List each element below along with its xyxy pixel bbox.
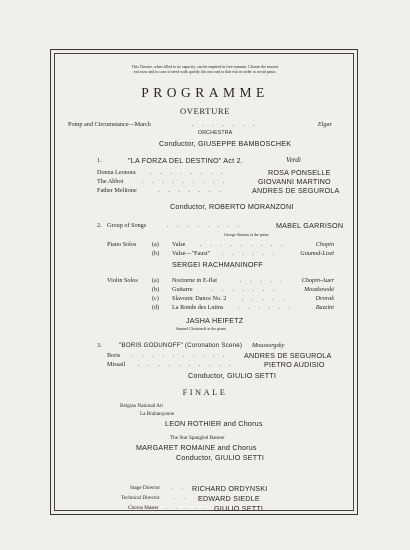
- songs-label: Group of Songs: [107, 222, 147, 229]
- cast-role: Donna Leonora: [97, 169, 136, 176]
- piece-mark: (b): [152, 250, 160, 257]
- leader-dots: . . . . . .: [222, 250, 278, 257]
- pianist: SERGEI RACHMANINOFF: [172, 260, 263, 269]
- piece-mark: (d): [152, 304, 160, 311]
- leader-dots: . . . . . . .: [158, 187, 224, 194]
- violin-label: Violin Solos: [107, 277, 138, 284]
- leader-dots: . . . . . . . . . .: [138, 361, 234, 368]
- staff-name: RICHARD ORDYNSKI: [192, 484, 268, 493]
- finale-anthem: The Star Spangled Banner: [170, 435, 225, 441]
- piece-title: Valse: [172, 241, 186, 248]
- leader-dots: . . . . . . . .: [167, 222, 243, 229]
- leader-dots: . . . . . . .: [212, 286, 278, 293]
- finale-air-title: La Brabançonne: [140, 411, 175, 417]
- piece-composer: Chopin-Auer: [301, 277, 334, 284]
- cast-singer: GIOVANNI MARTINO: [258, 177, 331, 186]
- leader-dots: . . . . . . . . . .: [132, 352, 228, 359]
- cast-role: Boris: [107, 352, 121, 359]
- staff-role: Technical Director: [121, 495, 160, 501]
- songs-accompanist: George Siemon at the piano: [224, 232, 269, 237]
- overture-heading: OVERTURE: [179, 106, 231, 116]
- cast-role: The Abbot: [97, 178, 124, 185]
- leader-dots: . . . . . . . . .: [200, 241, 286, 248]
- overture-conductor: Conductor, GIUSEPPE BAMBOSCHEK: [159, 139, 292, 148]
- leader-dots: . . . . . . . .: [150, 169, 226, 176]
- leader-dots: . . . . . . . . .: [142, 178, 228, 185]
- section-1-work: "LA FORZA DEL DESTINO" Act 2.: [128, 156, 243, 165]
- leader-dots: . . . . . . .: [192, 121, 258, 128]
- piece-mark: (b): [152, 286, 160, 293]
- overture-composer: Elgar: [317, 121, 332, 128]
- notice-line-1: This Theatre, when filled to its capacity, can be emptied in five minutes. Choose the nearest: [131, 64, 279, 69]
- cast-role: Father Melitone: [97, 187, 137, 194]
- finale-heading: FINALE: [182, 388, 228, 397]
- cast-singer: PIETRO AUDISIO: [264, 360, 325, 369]
- piece-composer: Bazzini: [315, 304, 334, 311]
- page-title: PROGRAMME: [141, 85, 269, 100]
- piece-title: Guitarre: [172, 286, 193, 293]
- piece-composer: Dvorak: [315, 295, 334, 302]
- staff-name: GIULIO SETTI: [214, 504, 264, 513]
- piece-title: Nocturne in E-flat: [172, 277, 218, 284]
- cast-role: Missail: [107, 361, 126, 368]
- cast-singer: ROSA PONSELLE: [268, 168, 331, 177]
- section-1-number: 1.: [97, 157, 102, 164]
- staff-role: Stage Director: [130, 485, 161, 491]
- piece-mark: (c): [152, 295, 159, 302]
- cast-singer: ANDRES DE SEGUROLA: [244, 351, 332, 360]
- staff-role: Chorus Master: [128, 505, 159, 511]
- leader-dots: . .: [174, 495, 189, 501]
- staff-name: EDWARD SIEDLE: [198, 494, 260, 503]
- finale-air: Belgian National Air: [120, 403, 164, 409]
- piece-title: Valse—"Faust": [172, 250, 211, 257]
- piece-mark: (a): [152, 277, 159, 284]
- section-2-number: 2.: [97, 222, 102, 229]
- piece-title: La Ronde des Lutins: [172, 304, 224, 311]
- piece-mark: (a): [152, 241, 159, 248]
- section-3-conductor: Conductor, GIULIO SETTI: [188, 371, 277, 380]
- leader-dots: . .: [172, 485, 187, 491]
- section-3-composer: Moussorgsky: [252, 342, 285, 349]
- piece-title: Slavonic Dance No. 2: [172, 295, 227, 302]
- piece-composer: Moszkowski: [304, 286, 334, 293]
- section-1-composer: Verdi: [286, 156, 301, 164]
- piano-label: Piano Solos: [107, 241, 137, 248]
- leader-dots: . . . . .: [240, 277, 286, 284]
- leader-dots: . . . . . .: [238, 304, 294, 311]
- leader-dots: . . . . .: [242, 295, 288, 302]
- section-1-conductor: Conductor, ROBERTO MORANZONI: [170, 202, 294, 211]
- finale-air-performers: LEON ROTHIER and Chorus: [165, 419, 263, 428]
- songs-artist: MABEL GARRISON: [276, 221, 344, 230]
- cast-singer: ANDRES DE SEGUROLA: [252, 186, 340, 195]
- violin-accompanist: Samuel Chotzinoff at the piano: [176, 326, 226, 331]
- section-3-number: 3.: [97, 342, 102, 349]
- finale-anthem-performers: MARGARET ROMAINE and Chorus: [136, 443, 257, 452]
- leader-dots: . . . . . .: [166, 505, 219, 511]
- notice-line-2: exit now and in case of need walk quietly (do not run) to that exit in order to avoid panic.: [133, 69, 277, 74]
- overture-orchestra: ORCHESTRA: [198, 130, 233, 136]
- section-3-work: "BORIS GODUNOFF" (Coronation Scene): [119, 342, 243, 349]
- piece-composer: Gounod-Liszt: [300, 250, 334, 257]
- finale-conductor: Conductor, GIULIO SETTI: [176, 453, 265, 462]
- piece-composer: Chopin: [315, 241, 334, 248]
- overture-work: Pomp and Circumstance—March: [68, 121, 151, 128]
- violinist: JASHA HEIFETZ: [186, 316, 244, 325]
